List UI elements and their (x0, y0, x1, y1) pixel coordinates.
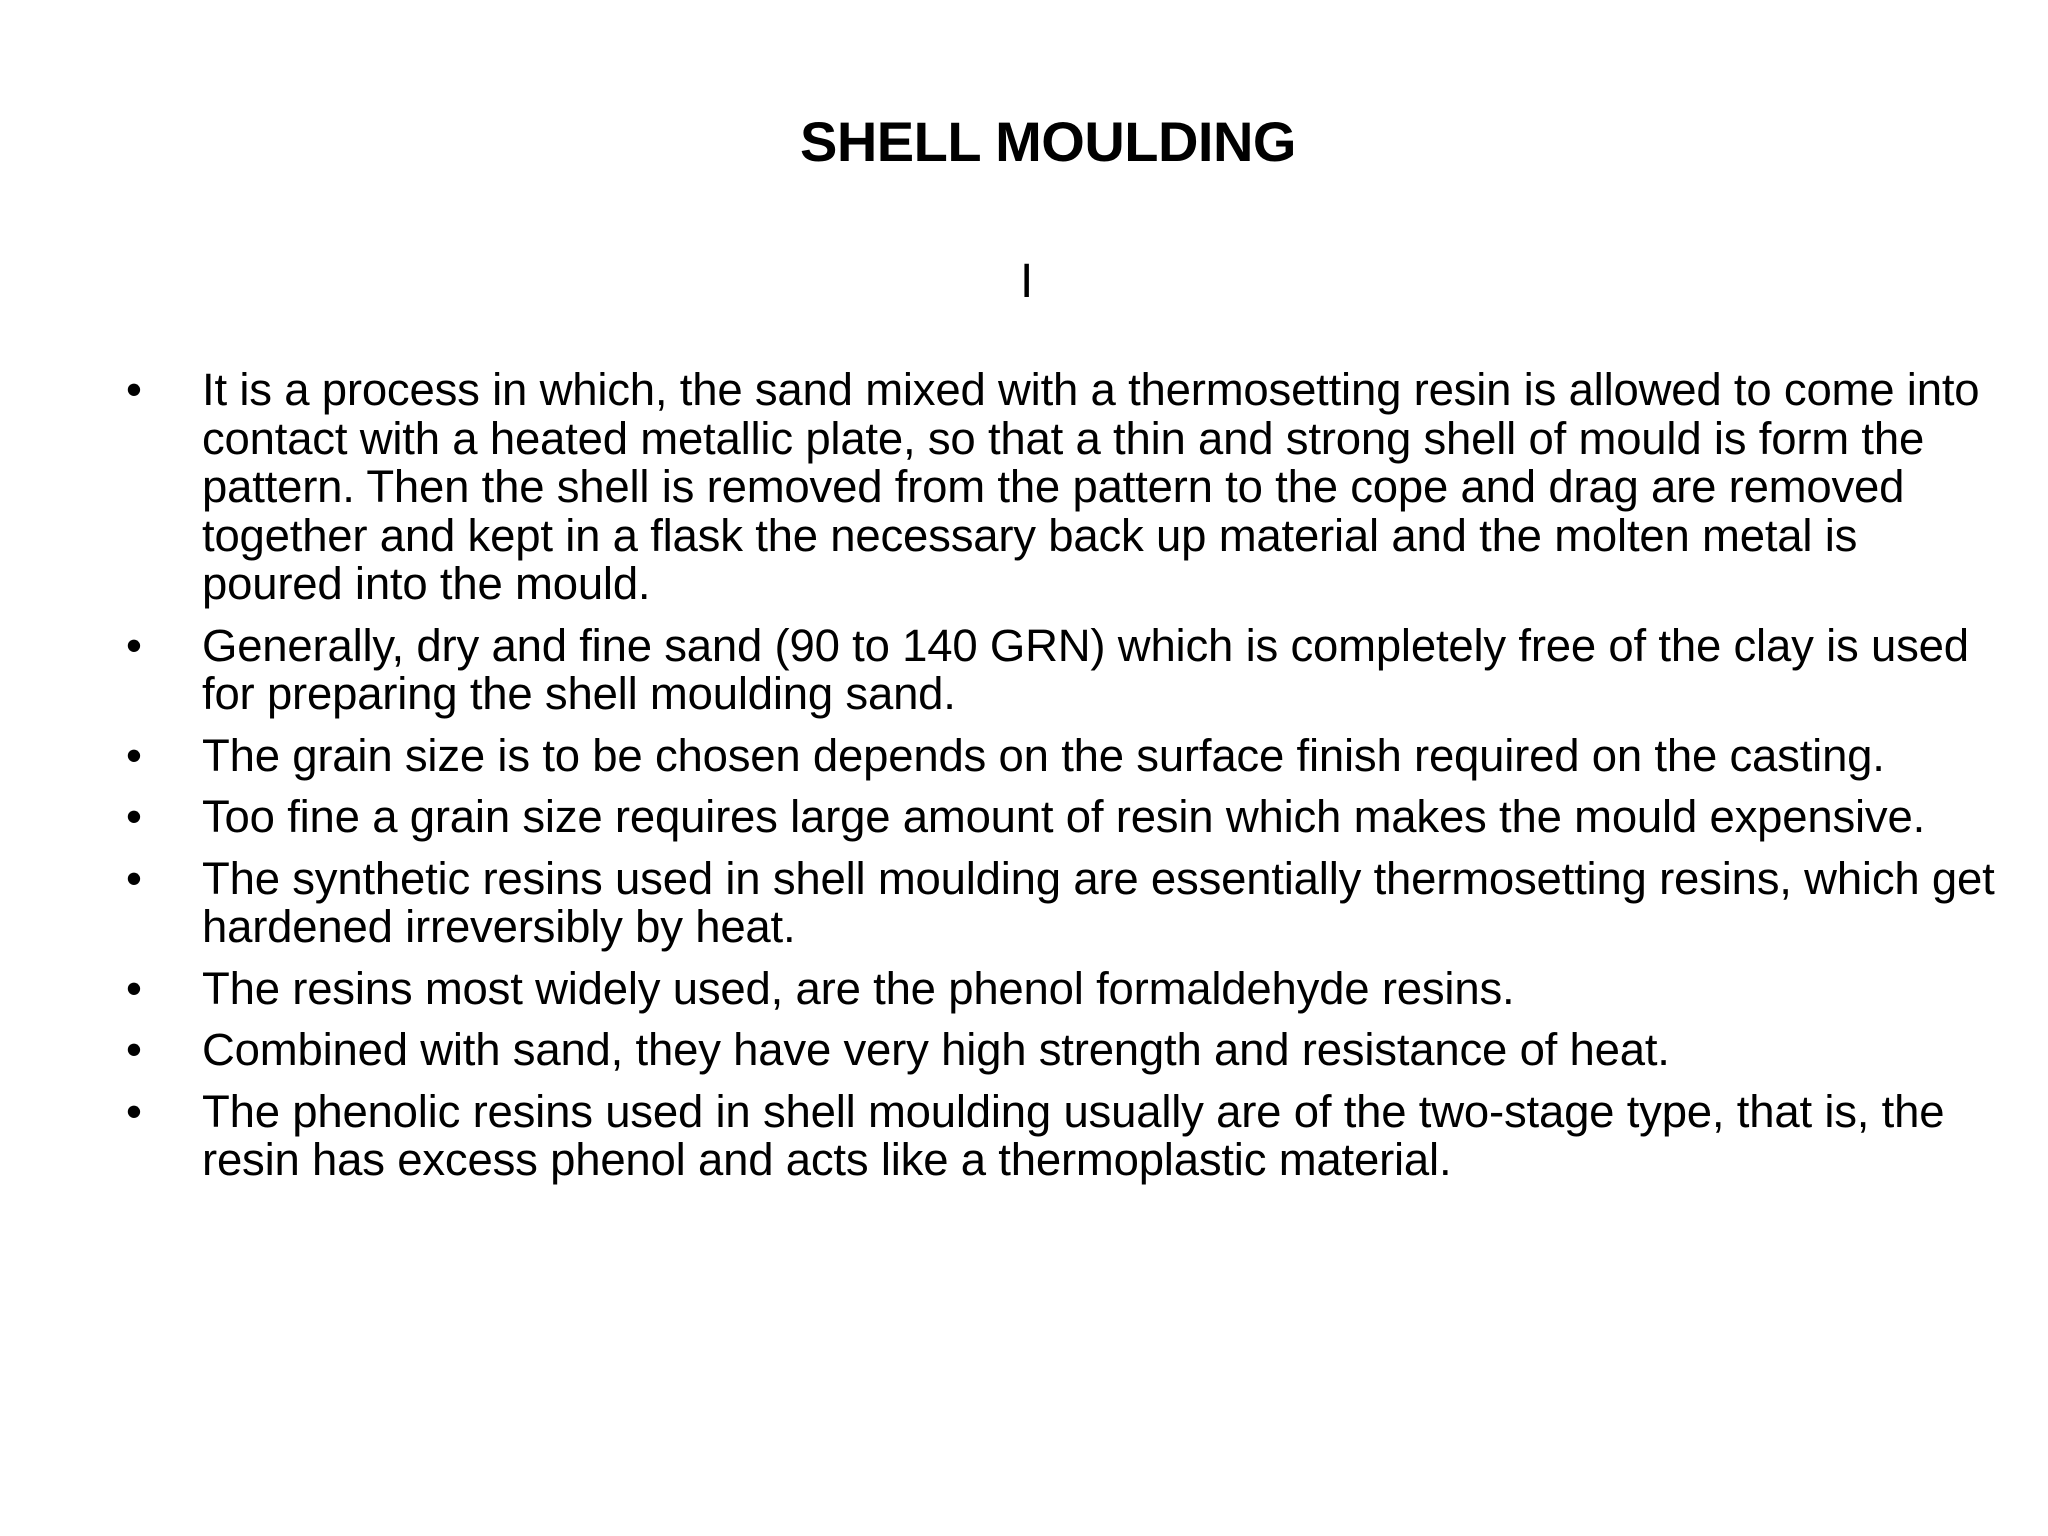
bullet-icon: • (126, 1024, 142, 1075)
list-item (126, 852, 2006, 952)
bullet-text: The phenolic resins used in shell moulding usually are of the two-stage type, that is, the resin has excess phenol and acts like a thermoplastic material. (202, 1085, 1945, 1185)
list-item (126, 793, 2006, 842)
list-item (126, 366, 2006, 609)
bullet-text: The resins most widely used, are the phenol formaldehyde resins. (202, 962, 1515, 1014)
bullet-list (126, 366, 2006, 1198)
bullet-icon: • (126, 619, 142, 671)
list-item (126, 1085, 2006, 1185)
bullet-text: It is a process in which, the sand mixed with a thermosetting resin is allowed to come into contact with a heated metallic plate, so that a thin and strong shell of mould is form the pattern. Then the shell is removed from the pattern to the cope and drag are removed together and kept in a flask the necessary back up material and the molten metal is poured into the mould. (202, 364, 1980, 609)
bullet-text: Too fine a grain size requires large amount of resin which makes the mould expensive. (202, 791, 1926, 842)
text-cursor-icon: I (1020, 255, 1034, 308)
bullet-icon: • (126, 791, 142, 842)
bullet-text: The synthetic resins used in shell moulding are essentially thermosetting resins, which get hardened irreversibly by heat. (202, 852, 1995, 952)
bullet-icon: • (126, 1085, 142, 1137)
slide-title: SHELL MOULDING (800, 110, 1296, 173)
list-item (126, 729, 2006, 781)
bullet-icon: • (126, 364, 142, 415)
bullet-icon: • (126, 962, 142, 1014)
bullet-text: Combined with sand, they have very high strength and resistance of heat. (202, 1024, 1670, 1075)
bullet-icon: • (126, 852, 142, 904)
list-item (126, 619, 2006, 719)
list-item (126, 1026, 2006, 1075)
bullet-icon: • (126, 729, 142, 781)
list-item (126, 962, 2006, 1014)
bullet-text: The grain size is to be chosen depends on the surface finish required on the casting. (202, 729, 1885, 781)
bullet-text: Generally, dry and fine sand (90 to 140 GRN) which is completely free of the clay is used for preparing the shell moulding sand. (202, 619, 1969, 719)
